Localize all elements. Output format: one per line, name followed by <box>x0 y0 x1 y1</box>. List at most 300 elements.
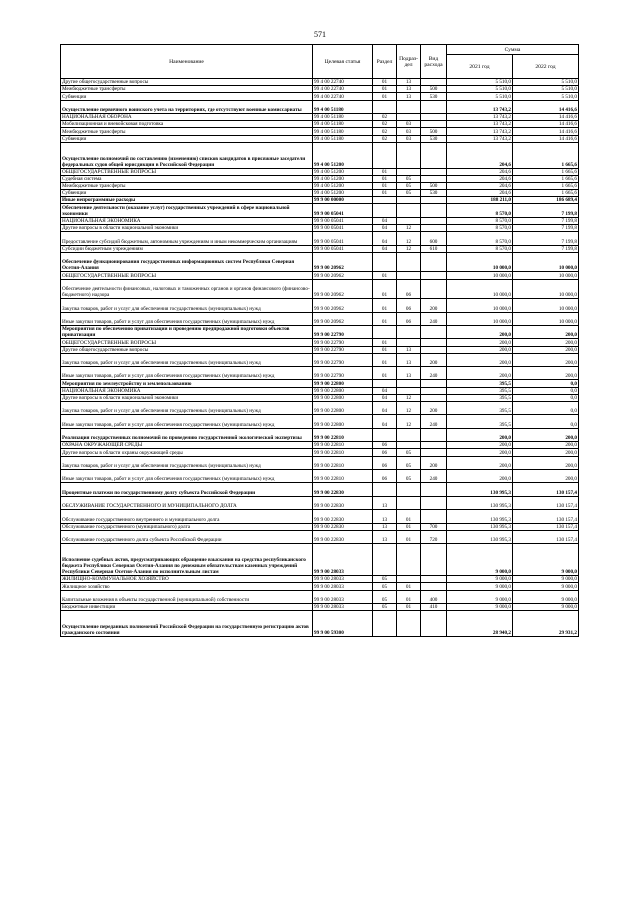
row-sum-2022-cell: 130 157,4 <box>513 483 579 496</box>
row-sum-2021-cell: 130 995,3 <box>447 483 513 496</box>
table-row <box>61 299 579 312</box>
row-name-cell: Иные закупки товаров, работ и услуг для обеспечения государственных (муниципальных) нужд <box>61 469 313 482</box>
table-row <box>61 380 579 387</box>
row-expense-type-cell: 400 <box>421 590 447 603</box>
row-code-cell: 99 9 00 22800 <box>313 380 373 387</box>
table-row <box>61 483 579 496</box>
row-expense-type-cell <box>421 175 447 182</box>
row-sum-2021-cell: 9 000,0 <box>447 590 513 603</box>
table-row <box>61 175 579 182</box>
row-section-cell: 02 <box>373 121 397 128</box>
row-expense-type-cell: 240 <box>421 415 447 428</box>
row-sum-2022-cell: 10 000,0 <box>513 312 579 325</box>
row-code-cell: 99 9 00 00000 <box>313 197 373 204</box>
row-name-cell: Субвенции <box>61 93 313 100</box>
row-subsection-cell: 05 <box>397 456 421 469</box>
row-expense-type-cell: 240 <box>421 469 447 482</box>
row-expense-type-cell <box>421 204 447 217</box>
row-expense-type-cell <box>421 197 447 204</box>
row-expense-type-cell <box>421 217 447 224</box>
row-sum-2021-cell: 200,0 <box>447 325 513 338</box>
row-expense-type-cell: 700 <box>421 523 447 530</box>
row-subsection-cell: 13 <box>397 367 421 380</box>
row-subsection-cell: 03 <box>397 121 421 128</box>
row-subsection-cell: 05 <box>397 190 421 197</box>
row-section-cell <box>373 544 397 576</box>
table-row <box>61 353 579 366</box>
table-row <box>61 128 579 135</box>
row-subsection-cell <box>397 113 421 120</box>
row-subsection-cell <box>397 611 421 637</box>
row-section-cell: 04 <box>373 415 397 428</box>
row-expense-type-cell: 530 <box>421 93 447 100</box>
row-subsection-cell: 13 <box>397 353 421 366</box>
row-section-cell: 13 <box>373 530 397 543</box>
row-code-cell: 99 9 00 59300 <box>313 611 373 637</box>
table-row <box>61 197 579 204</box>
row-name-cell: Осуществление переданных полномочий Российской Федерации на государственную регистрацию актов гражданского состояния <box>61 611 313 637</box>
row-sum-2022-cell: 9 000,0 <box>513 590 579 603</box>
row-code-cell: 99 4 00 51180 <box>313 135 373 142</box>
table-row <box>61 113 579 120</box>
row-sum-2021-cell: 200,0 <box>447 449 513 456</box>
row-expense-type-cell <box>421 168 447 175</box>
row-sum-2022-cell: 0,0 <box>513 387 579 394</box>
row-expense-type-cell: 240 <box>421 312 447 325</box>
row-name-cell: НАЦИОНАЛЬНАЯ ЭКОНОМИКА <box>61 217 313 224</box>
row-code-cell: 99 4 00 51180 <box>313 128 373 135</box>
row-name-cell: Другие вопросы в области национальной экономики <box>61 225 313 232</box>
row-sum-2021-cell: 204,6 <box>447 190 513 197</box>
row-sum-2022-cell: 7 199,8 <box>513 204 579 217</box>
row-name-cell: Межбюджетные трансферты <box>61 182 313 189</box>
table-row <box>61 86 579 93</box>
row-sum-2021-cell: 10 000,0 <box>447 312 513 325</box>
header-code: Целевая статья <box>313 45 373 79</box>
row-subsection-cell <box>397 142 421 168</box>
row-section-cell <box>373 204 397 217</box>
row-code-cell: 99 9 00 22810 <box>313 449 373 456</box>
row-name-cell: Межбюджетные трансферты <box>61 86 313 93</box>
row-expense-type-cell <box>421 387 447 394</box>
row-expense-type-cell <box>421 611 447 637</box>
row-code-cell: 99 4 00 51180 <box>313 100 373 113</box>
row-expense-type-cell: 500 <box>421 182 447 189</box>
row-name-cell: Закупка товаров, работ и услуг для обеспечения государственных (муниципальных) нужд <box>61 402 313 415</box>
table-row <box>61 272 579 279</box>
row-sum-2021-cell: 10 000,0 <box>447 252 513 272</box>
row-subsection-cell: 01 <box>397 590 421 603</box>
row-sum-2021-cell: 8 570,0 <box>447 225 513 232</box>
row-subsection-cell <box>397 168 421 175</box>
row-name-cell: ОХРАНА ОКРУЖАЮЩЕЙ СРЕДЫ <box>61 442 313 449</box>
row-section-cell <box>373 611 397 637</box>
row-section-cell <box>373 325 397 338</box>
table-row <box>61 190 579 197</box>
row-code-cell: 99 4 00 51180 <box>313 121 373 128</box>
header-year-2022: 2022 год <box>513 55 579 79</box>
table-row <box>61 544 579 576</box>
row-sum-2021-cell: 200,0 <box>447 428 513 441</box>
table-row <box>61 469 579 482</box>
row-subsection-cell: 05 <box>397 469 421 482</box>
row-section-cell: 13 <box>373 496 397 509</box>
row-section-cell: 01 <box>373 182 397 189</box>
row-subsection-cell <box>397 428 421 441</box>
row-name-cell: Обслуживание государственного (муниципального) долга <box>61 523 313 530</box>
row-subsection-cell <box>397 339 421 346</box>
row-sum-2021-cell: 204,6 <box>447 168 513 175</box>
row-sum-2021-cell: 200,0 <box>447 367 513 380</box>
row-section-cell <box>373 142 397 168</box>
budget-table <box>60 44 579 637</box>
row-section-cell <box>373 483 397 496</box>
row-subsection-cell <box>397 380 421 387</box>
table-row <box>61 346 579 353</box>
row-code-cell: 99 9 00 05041 <box>313 204 373 217</box>
row-expense-type-cell <box>421 583 447 590</box>
row-code-cell: 99 9 00 22810 <box>313 456 373 469</box>
row-sum-2022-cell: 0,0 <box>513 394 579 401</box>
row-name-cell: Осуществление полномочий по составлению (изменению) списков кандидатов в присяжные заседатели федеральных судов общей юрисдикции в Российской Федерации <box>61 142 313 168</box>
table-row <box>61 523 579 530</box>
row-section-cell <box>373 428 397 441</box>
row-sum-2022-cell: 14 416,6 <box>513 135 579 142</box>
row-section-cell: 05 <box>373 576 397 583</box>
row-expense-type-cell <box>421 252 447 272</box>
row-subsection-cell <box>397 204 421 217</box>
row-code-cell: 99 9 00 20962 <box>313 272 373 279</box>
row-name-cell: Мероприятия по обеспечению приватизации и проведению предпродажной подготовки объектов приватизации <box>61 325 313 338</box>
row-sum-2021-cell: 10 000,0 <box>447 279 513 299</box>
row-sum-2021-cell: 5 510,0 <box>447 86 513 93</box>
row-section-cell: 05 <box>373 603 397 610</box>
row-expense-type-cell <box>421 113 447 120</box>
row-subsection-cell: 01 <box>397 530 421 543</box>
row-sum-2021-cell: 395,5 <box>447 380 513 387</box>
row-sum-2022-cell: 200,0 <box>513 428 579 441</box>
row-code-cell: 99 4 00 51180 <box>313 113 373 120</box>
row-section-cell: 04 <box>373 232 397 245</box>
row-sum-2021-cell: 8 570,0 <box>447 217 513 224</box>
row-section-cell: 01 <box>373 175 397 182</box>
row-code-cell: 99 4 00 51200 <box>313 175 373 182</box>
row-expense-type-cell: 530 <box>421 190 447 197</box>
row-expense-type-cell: 200 <box>421 353 447 366</box>
row-sum-2022-cell: 130 157,4 <box>513 523 579 530</box>
row-subsection-cell: 01 <box>397 603 421 610</box>
row-sum-2022-cell: 14 416,6 <box>513 121 579 128</box>
row-expense-type-cell <box>421 394 447 401</box>
header-section: Раздел <box>373 45 397 79</box>
row-code-cell: 99 9 00 22810 <box>313 469 373 482</box>
row-name-cell: Закупка товаров, работ и услуг для обеспечения государственных (муниципальных) нужд <box>61 353 313 366</box>
table-row <box>61 93 579 100</box>
row-name-cell: ОБЩЕГОСУДАРСТВЕННЫЕ ВОПРОСЫ <box>61 272 313 279</box>
row-sum-2022-cell: 10 000,0 <box>513 272 579 279</box>
row-expense-type-cell <box>421 428 447 441</box>
table-row <box>61 245 579 252</box>
row-sum-2022-cell: 7 199,8 <box>513 232 579 245</box>
row-sum-2021-cell: 130 995,3 <box>447 530 513 543</box>
row-name-cell: Иные закупки товаров, работ и услуг для обеспечения государственных (муниципальных) нужд <box>61 367 313 380</box>
row-section-cell: 02 <box>373 128 397 135</box>
row-sum-2021-cell: 28 940,2 <box>447 611 513 637</box>
row-name-cell: ОБСЛУЖИВАНИЕ ГОСУДАРСТВЕННОГО И МУНИЦИПАЛЬНОГО ДОЛГА <box>61 496 313 509</box>
table-row <box>61 583 579 590</box>
row-sum-2022-cell: 14 416,6 <box>513 113 579 120</box>
row-subsection-cell: 13 <box>397 346 421 353</box>
row-subsection-cell <box>397 544 421 576</box>
row-name-cell: Иные закупки товаров, работ и услуг для обеспечения государственных (муниципальных) нужд <box>61 415 313 428</box>
row-code-cell: 99 9 00 22810 <box>313 442 373 449</box>
row-subsection-cell <box>397 483 421 496</box>
row-subsection-cell: 05 <box>397 182 421 189</box>
row-section-cell: 06 <box>373 449 397 456</box>
row-section-cell: 01 <box>373 272 397 279</box>
row-section-cell: 04 <box>373 217 397 224</box>
row-section-cell: 13 <box>373 523 397 530</box>
row-code-cell: 99 9 00 22830 <box>313 496 373 509</box>
row-sum-2021-cell: 9 000,0 <box>447 544 513 576</box>
row-name-cell: Обслуживание государственного внутреннего и муниципального долга <box>61 510 313 523</box>
table-row <box>61 496 579 509</box>
row-sum-2021-cell: 9 000,0 <box>447 603 513 610</box>
row-code-cell: 99 9 00 20962 <box>313 279 373 299</box>
row-name-cell: Жилищное хозяйство <box>61 583 313 590</box>
row-expense-type-cell: 720 <box>421 530 447 543</box>
row-subsection-cell <box>397 442 421 449</box>
row-sum-2021-cell: 130 995,3 <box>447 496 513 509</box>
row-sum-2021-cell: 200,0 <box>447 469 513 482</box>
row-sum-2021-cell: 8 570,0 <box>447 232 513 245</box>
row-name-cell: Обеспечение функционирования государственных информационных систем Республики Северная Осетия-Алания <box>61 252 313 272</box>
row-code-cell: 99 9 00 28033 <box>313 576 373 583</box>
row-subsection-cell: 03 <box>397 135 421 142</box>
row-expense-type-cell <box>421 121 447 128</box>
row-sum-2022-cell: 5 510,0 <box>513 93 579 100</box>
row-subsection-cell: 05 <box>397 449 421 456</box>
row-sum-2021-cell: 200,0 <box>447 353 513 366</box>
row-name-cell: Капитальные вложения в объекты государственной (муниципальной) собственности <box>61 590 313 603</box>
row-sum-2022-cell: 9 000,0 <box>513 583 579 590</box>
row-code-cell: 99 4 00 22740 <box>313 86 373 93</box>
row-expense-type-cell <box>421 225 447 232</box>
row-subsection-cell <box>397 576 421 583</box>
table-row <box>61 217 579 224</box>
row-subsection-cell: 12 <box>397 245 421 252</box>
row-subsection-cell: 05 <box>397 175 421 182</box>
row-code-cell: 99 9 00 22800 <box>313 402 373 415</box>
row-sum-2022-cell: 14 416,6 <box>513 100 579 113</box>
row-section-cell: 04 <box>373 245 397 252</box>
table-row <box>61 415 579 428</box>
row-section-cell <box>373 100 397 113</box>
row-subsection-cell: 12 <box>397 225 421 232</box>
row-sum-2021-cell: 395,5 <box>447 394 513 401</box>
row-sum-2021-cell: 200,0 <box>447 346 513 353</box>
row-name-cell: Иные закупки товаров, работ и услуг для обеспечения государственных (муниципальных) нужд <box>61 312 313 325</box>
header-subsection: Подраз-дел <box>397 45 421 79</box>
table-row <box>61 442 579 449</box>
row-name-cell: ОБЩЕГОСУДАРСТВЕННЫЕ ВОПРОСЫ <box>61 339 313 346</box>
table-row <box>61 387 579 394</box>
row-section-cell: 01 <box>373 312 397 325</box>
table-row <box>61 428 579 441</box>
row-section-cell: 01 <box>373 299 397 312</box>
row-subsection-cell <box>397 252 421 272</box>
row-expense-type-cell: 610 <box>421 245 447 252</box>
table-row <box>61 611 579 637</box>
row-code-cell: 99 9 00 22830 <box>313 483 373 496</box>
row-expense-type-cell <box>421 510 447 523</box>
row-expense-type-cell <box>421 279 447 299</box>
row-sum-2021-cell: 13 743,2 <box>447 128 513 135</box>
row-code-cell: 99 9 00 22790 <box>313 325 373 338</box>
row-code-cell: 99 9 00 22800 <box>313 387 373 394</box>
row-code-cell: 99 4 00 51200 <box>313 168 373 175</box>
table-row <box>61 232 579 245</box>
table-row <box>61 279 579 299</box>
row-code-cell: 99 9 00 22790 <box>313 353 373 366</box>
row-code-cell: 99 9 00 28033 <box>313 583 373 590</box>
row-sum-2022-cell: 200,0 <box>513 442 579 449</box>
table-row <box>61 402 579 415</box>
table-row <box>61 142 579 168</box>
table-row <box>61 339 579 346</box>
row-sum-2021-cell: 395,5 <box>447 402 513 415</box>
row-name-cell: ЖИЛИЩНО-КОММУНАЛЬНОЕ ХОЗЯЙСТВО <box>61 576 313 583</box>
row-code-cell: 99 9 00 28033 <box>313 544 373 576</box>
table-header <box>61 45 579 79</box>
row-code-cell: 99 9 00 05041 <box>313 232 373 245</box>
row-subsection-cell: 12 <box>397 402 421 415</box>
row-sum-2021-cell: 188 211,0 <box>447 197 513 204</box>
row-sum-2022-cell: 9 000,0 <box>513 544 579 576</box>
row-section-cell: 01 <box>373 339 397 346</box>
row-expense-type-cell <box>421 346 447 353</box>
row-subsection-cell <box>397 496 421 509</box>
row-sum-2022-cell: 200,0 <box>513 346 579 353</box>
row-code-cell: 99 9 00 28033 <box>313 603 373 610</box>
row-code-cell: 99 9 00 05041 <box>313 225 373 232</box>
row-expense-type-cell <box>421 380 447 387</box>
row-expense-type-cell: 410 <box>421 603 447 610</box>
row-name-cell: Исполнение судебных актов, предусматривающих обращение взыскания на средства республиканского бюджета Республики Северная Осетия-Алания по денежным обязательствам казенных учреждений Республики Северная Осетия-Алания по исполнительным листам <box>61 544 313 576</box>
header-year-2021: 2021 год <box>447 55 513 79</box>
row-section-cell: 13 <box>373 510 397 523</box>
row-section-cell: 01 <box>373 367 397 380</box>
row-code-cell: 99 9 00 22790 <box>313 339 373 346</box>
row-sum-2022-cell: 200,0 <box>513 339 579 346</box>
row-name-cell: Процентные платежи по государственному долгу субъекта Российской Федерации <box>61 483 313 496</box>
row-subsection-cell: 12 <box>397 415 421 428</box>
table-row <box>61 204 579 217</box>
row-name-cell: Обеспечение деятельности (оказание услуг) государственных учреждений в сфере национальной экономики <box>61 204 313 217</box>
row-section-cell: 04 <box>373 387 397 394</box>
row-expense-type-cell: 500 <box>421 128 447 135</box>
row-expense-type-cell <box>421 449 447 456</box>
row-expense-type-cell: 500 <box>421 86 447 93</box>
row-sum-2022-cell: 10 000,0 <box>513 279 579 299</box>
row-subsection-cell <box>397 197 421 204</box>
row-sum-2022-cell: 200,0 <box>513 353 579 366</box>
row-sum-2022-cell: 1 665,6 <box>513 168 579 175</box>
row-sum-2021-cell: 10 000,0 <box>447 299 513 312</box>
table-row <box>61 312 579 325</box>
row-expense-type-cell <box>421 544 447 576</box>
table-row <box>61 576 579 583</box>
row-sum-2022-cell: 200,0 <box>513 449 579 456</box>
row-name-cell: НАЦИОНАЛЬНАЯ ЭКОНОМИКА <box>61 387 313 394</box>
row-name-cell: Осуществление первичного воинского учета на территориях, где отсутствуют военные комиссариаты <box>61 100 313 113</box>
row-code-cell: 99 9 00 20962 <box>313 299 373 312</box>
row-name-cell: Субвенции <box>61 190 313 197</box>
table-row <box>61 168 579 175</box>
row-sum-2022-cell: 1 665,6 <box>513 142 579 168</box>
row-name-cell: Мобилизационная и вневойсковая подготовка <box>61 121 313 128</box>
row-sum-2021-cell: 5 510,0 <box>447 93 513 100</box>
row-section-cell: 06 <box>373 469 397 482</box>
row-section-cell: 02 <box>373 135 397 142</box>
table-row <box>61 510 579 523</box>
row-code-cell: 99 4 00 51200 <box>313 142 373 168</box>
row-name-cell: Реализация государственных полномочий по проведению государственной экологической экспертизы <box>61 428 313 441</box>
row-section-cell: 05 <box>373 590 397 603</box>
row-code-cell: 99 4 00 22740 <box>313 79 373 86</box>
row-name-cell: Другие вопросы в области охраны окружающей среды <box>61 449 313 456</box>
row-code-cell: 99 9 00 20962 <box>313 312 373 325</box>
row-subsection-cell: 13 <box>397 79 421 86</box>
row-code-cell: 99 9 00 22800 <box>313 415 373 428</box>
row-expense-type-cell <box>421 339 447 346</box>
row-sum-2022-cell: 200,0 <box>513 325 579 338</box>
table-row <box>61 79 579 86</box>
row-code-cell: 99 9 00 22790 <box>313 346 373 353</box>
row-sum-2022-cell: 0,0 <box>513 415 579 428</box>
table-row <box>61 603 579 610</box>
table-row <box>61 530 579 543</box>
row-sum-2021-cell: 8 570,0 <box>447 204 513 217</box>
row-sum-2021-cell: 204,6 <box>447 182 513 189</box>
row-section-cell: 01 <box>373 86 397 93</box>
table-row <box>61 100 579 113</box>
row-code-cell: 99 9 00 05041 <box>313 245 373 252</box>
row-code-cell: 99 9 00 22830 <box>313 530 373 543</box>
row-sum-2021-cell: 10 000,0 <box>447 272 513 279</box>
row-name-cell: Закупка товаров, работ и услуг для обеспечения государственных (муниципальных) нужд <box>61 456 313 469</box>
row-subsection-cell <box>397 100 421 113</box>
row-sum-2022-cell: 0,0 <box>513 402 579 415</box>
table-row <box>61 252 579 272</box>
row-sum-2022-cell: 1 665,6 <box>513 182 579 189</box>
row-expense-type-cell: 600 <box>421 232 447 245</box>
row-sum-2022-cell: 9 000,0 <box>513 576 579 583</box>
row-section-cell: 04 <box>373 225 397 232</box>
row-sum-2021-cell: 204,6 <box>447 142 513 168</box>
row-name-cell: Мероприятия по землеустройству и землепользованию <box>61 380 313 387</box>
row-sum-2022-cell: 0,0 <box>513 380 579 387</box>
row-name-cell: Закупка товаров, работ и услуг для обеспечения государственных (муниципальных) нужд <box>61 299 313 312</box>
row-expense-type-cell: 200 <box>421 456 447 469</box>
row-sum-2021-cell: 395,5 <box>447 415 513 428</box>
row-sum-2022-cell: 130 157,4 <box>513 496 579 509</box>
row-name-cell: Субвенции <box>61 135 313 142</box>
page-number: 571 <box>314 30 326 39</box>
row-subsection-cell: 13 <box>397 86 421 93</box>
row-code-cell: 99 9 00 22810 <box>313 428 373 441</box>
row-sum-2021-cell: 13 743,2 <box>447 113 513 120</box>
